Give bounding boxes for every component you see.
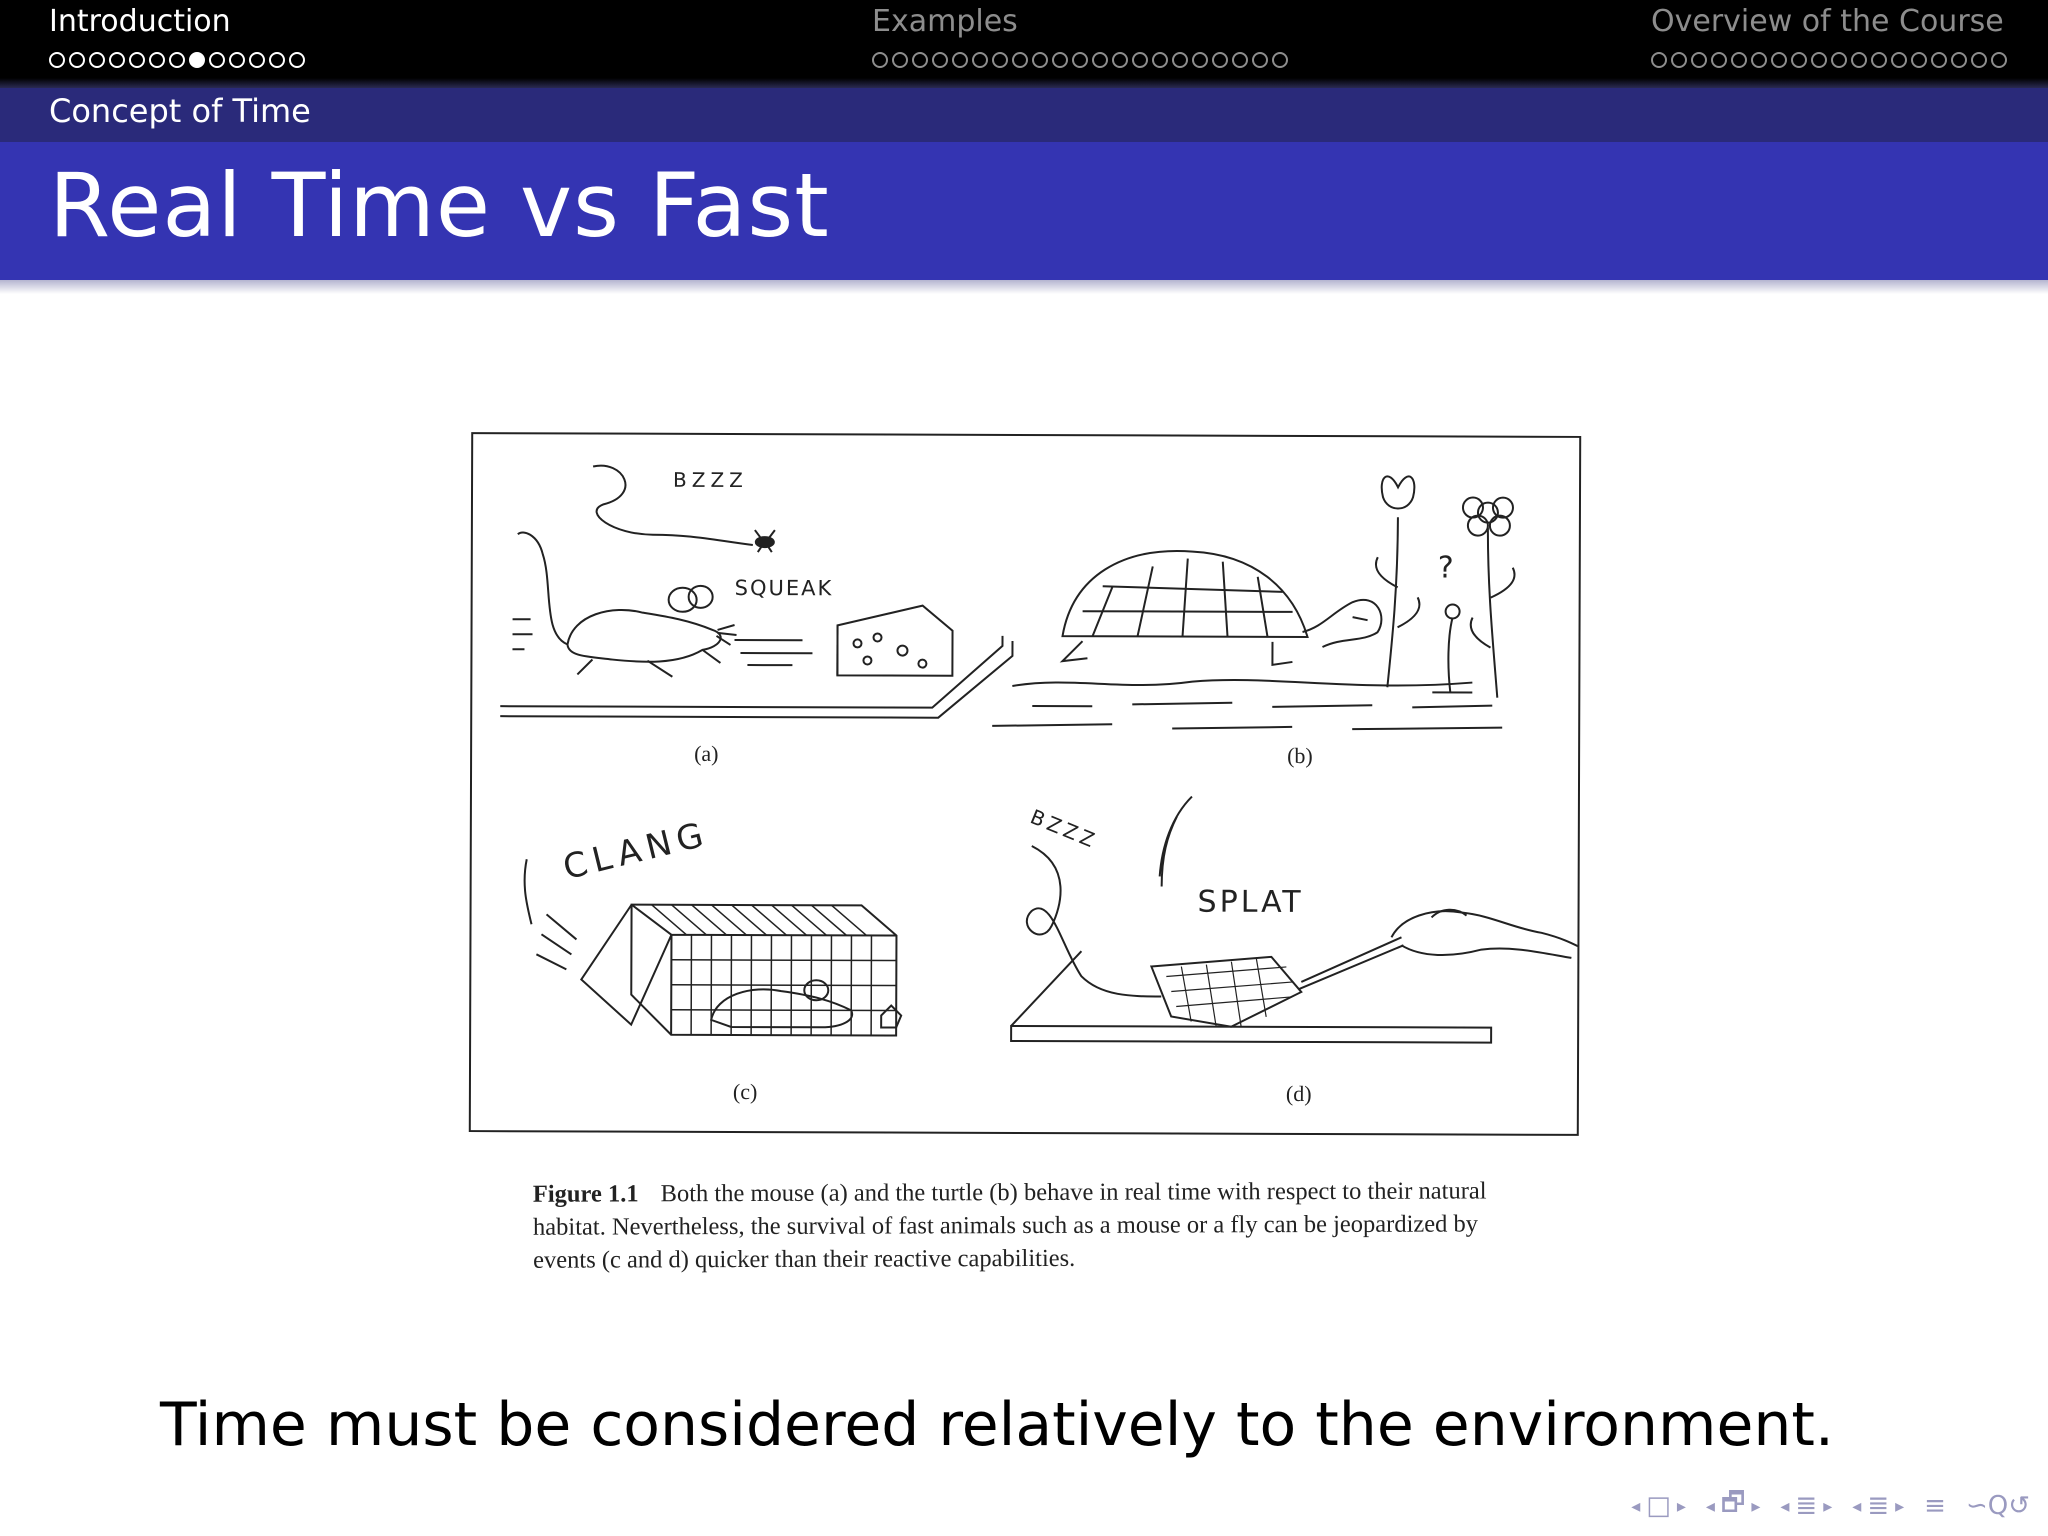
nav-frame-dot[interactable]	[1172, 52, 1188, 68]
nav-frame-dot[interactable]	[1232, 52, 1248, 68]
nav-appendix-control[interactable]	[1924, 1491, 1946, 1521]
nav-prev-icon[interactable]: ◂	[1705, 1495, 1715, 1517]
panel-a-mouse	[500, 465, 1013, 767]
nav-document-controls[interactable]	[1852, 1491, 1904, 1521]
nav-frame-dot[interactable]	[1791, 52, 1807, 68]
caption-text: Both the mouse (a) and the turtle (b) behave in real time with respect to their natural habitat. Nevertheless, the survival of fast animals such as a mouse or a fly can be jeopardized by events (c and d) quicker than their reactive capabilities.	[532, 1177, 1487, 1274]
appendix-icon[interactable]: ≡	[1924, 1491, 1946, 1521]
sound-bzzz-a: BZZZ	[673, 467, 748, 493]
panel-label-d: (d)	[1285, 1080, 1312, 1107]
nav-frame-dot[interactable]	[1951, 52, 1967, 68]
caption-label: Figure 1.1	[532, 1180, 639, 1208]
nav-section-overview[interactable]	[1651, 4, 2007, 72]
nav-section-title[interactable]: Examples	[872, 4, 1018, 39]
figure-illustration	[471, 434, 1579, 1134]
beamer-navigation-symbols	[1631, 1490, 2030, 1522]
nav-frame-dot[interactable]	[972, 52, 988, 68]
nav-frame-dots[interactable]	[49, 48, 305, 72]
subsection-title: Concept of Time	[49, 92, 311, 130]
nav-frame-dot[interactable]	[872, 52, 888, 68]
nav-next-icon[interactable]: ▸	[1676, 1495, 1686, 1517]
nav-next-icon[interactable]: ▸	[1895, 1495, 1905, 1517]
sound-squeak: SQUEAK	[734, 575, 834, 601]
frame-title: Real Time vs Fast	[49, 154, 830, 257]
nav-frame-dot[interactable]	[49, 52, 65, 68]
nav-frame-dot[interactable]	[1152, 52, 1168, 68]
sound-splat: SPLAT	[1197, 884, 1304, 920]
nav-frame-dot[interactable]	[892, 52, 908, 68]
nav-frame-dot[interactable]	[1851, 52, 1867, 68]
nav-search-controls[interactable]	[1966, 1491, 2030, 1521]
sound-bzzz-d: BZZZ	[1026, 804, 1102, 854]
nav-frame-dot[interactable]	[209, 52, 225, 68]
figure-image	[469, 432, 1581, 1136]
nav-frame-dot[interactable]	[1771, 52, 1787, 68]
nav-frame-dot[interactable]	[1971, 52, 1987, 68]
subsection-icon[interactable]: 🗗	[1720, 1488, 1746, 1518]
fly-icon	[755, 530, 775, 552]
nav-frame-dot[interactable]	[932, 52, 948, 68]
section-icon[interactable]: ≣	[1795, 1491, 1818, 1521]
nav-frame-dot[interactable]	[1911, 52, 1927, 68]
document-icon[interactable]: ≣	[1867, 1491, 1890, 1521]
nav-frame-dot[interactable]	[1891, 52, 1907, 68]
nav-section-examples[interactable]	[872, 4, 1288, 72]
nav-frame-dot[interactable]	[1272, 52, 1288, 68]
nav-frame-dot[interactable]	[992, 52, 1008, 68]
panel-c-trap	[524, 813, 902, 1104]
slide-body-text: Time must be considered relatively to the environment.	[160, 1390, 1834, 1460]
nav-frame-dot[interactable]	[229, 52, 245, 68]
nav-frame-dot[interactable]	[1731, 52, 1747, 68]
nav-frame-dot[interactable]	[1052, 52, 1068, 68]
panel-label-b: (b)	[1287, 742, 1313, 769]
nav-frame-dot[interactable]	[89, 52, 105, 68]
nav-section-title[interactable]: Overview of the Course	[1651, 4, 2004, 39]
nav-frame-dot[interactable]	[1032, 52, 1048, 68]
nav-next-icon[interactable]: ▸	[1751, 1495, 1761, 1517]
panel-label-c: (c)	[732, 1078, 758, 1105]
nav-section-controls[interactable]	[1780, 1491, 1832, 1521]
nav-frame-dot[interactable]	[1651, 52, 1667, 68]
nav-frame-dot[interactable]	[1212, 52, 1228, 68]
nav-frame-dot[interactable]	[1931, 52, 1947, 68]
nav-frame-dot[interactable]	[1671, 52, 1687, 68]
nav-frame-dot[interactable]	[952, 52, 968, 68]
nav-frame-dot[interactable]	[1252, 52, 1268, 68]
nav-prev-icon[interactable]: ◂	[1631, 1495, 1641, 1517]
panel-label-a: (a)	[694, 740, 719, 766]
nav-frame-controls[interactable]	[1631, 1491, 1686, 1521]
nav-frame-dot[interactable]	[129, 52, 145, 68]
nav-frame-dot[interactable]	[289, 52, 305, 68]
nav-frame-dot[interactable]	[1811, 52, 1827, 68]
nav-frame-dot[interactable]	[249, 52, 265, 68]
nav-frame-dot[interactable]	[1132, 52, 1148, 68]
nav-frame-dot[interactable]	[1991, 52, 2007, 68]
sound-clang: CLANG	[559, 813, 714, 889]
figure-caption	[533, 1174, 1533, 1276]
nav-frame-dot[interactable]	[1691, 52, 1707, 68]
nav-frame-dot[interactable]	[69, 52, 85, 68]
nav-section-introduction[interactable]	[49, 4, 305, 72]
nav-frame-dot[interactable]	[1112, 52, 1128, 68]
nav-frame-dot[interactable]	[109, 52, 125, 68]
nav-frame-dot[interactable]	[1711, 52, 1727, 68]
nav-frame-dot[interactable]	[269, 52, 285, 68]
panel-b-turtle	[992, 475, 1515, 769]
nav-frame-dot[interactable]	[1751, 52, 1767, 68]
nav-subsection-controls[interactable]	[1706, 1484, 1761, 1528]
frame-icon[interactable]: □	[1646, 1491, 1671, 1521]
nav-frame-dots[interactable]	[1651, 48, 2007, 72]
subsection-bar	[0, 88, 2048, 142]
title-shadow	[0, 280, 2048, 294]
nav-frame-dot[interactable]	[1092, 52, 1108, 68]
panel-d-swatter	[1011, 796, 1579, 1107]
frame-title-bar	[0, 142, 2048, 280]
nav-frame-dot[interactable]	[1871, 52, 1887, 68]
nav-frame-dot[interactable]	[189, 52, 205, 68]
nav-frame-dot[interactable]	[1012, 52, 1028, 68]
headline-nav	[0, 0, 2048, 88]
sound-question: ?	[1437, 550, 1454, 586]
nav-frame-dot[interactable]	[1072, 52, 1088, 68]
nav-prev-icon[interactable]: ◂	[1852, 1495, 1862, 1517]
nav-section-title[interactable]: Introduction	[49, 4, 231, 39]
nav-frame-dot[interactable]	[149, 52, 165, 68]
nav-next-icon[interactable]: ▸	[1823, 1495, 1833, 1517]
nav-frame-dots[interactable]	[872, 48, 1288, 72]
search-back-icon[interactable]: ∽Q↺	[1965, 1491, 2030, 1521]
nav-frame-dot[interactable]	[912, 52, 928, 68]
nav-prev-icon[interactable]: ◂	[1780, 1495, 1790, 1517]
nav-frame-dot[interactable]	[169, 52, 185, 68]
nav-frame-dot[interactable]	[1831, 52, 1847, 68]
nav-frame-dot[interactable]	[1192, 52, 1208, 68]
